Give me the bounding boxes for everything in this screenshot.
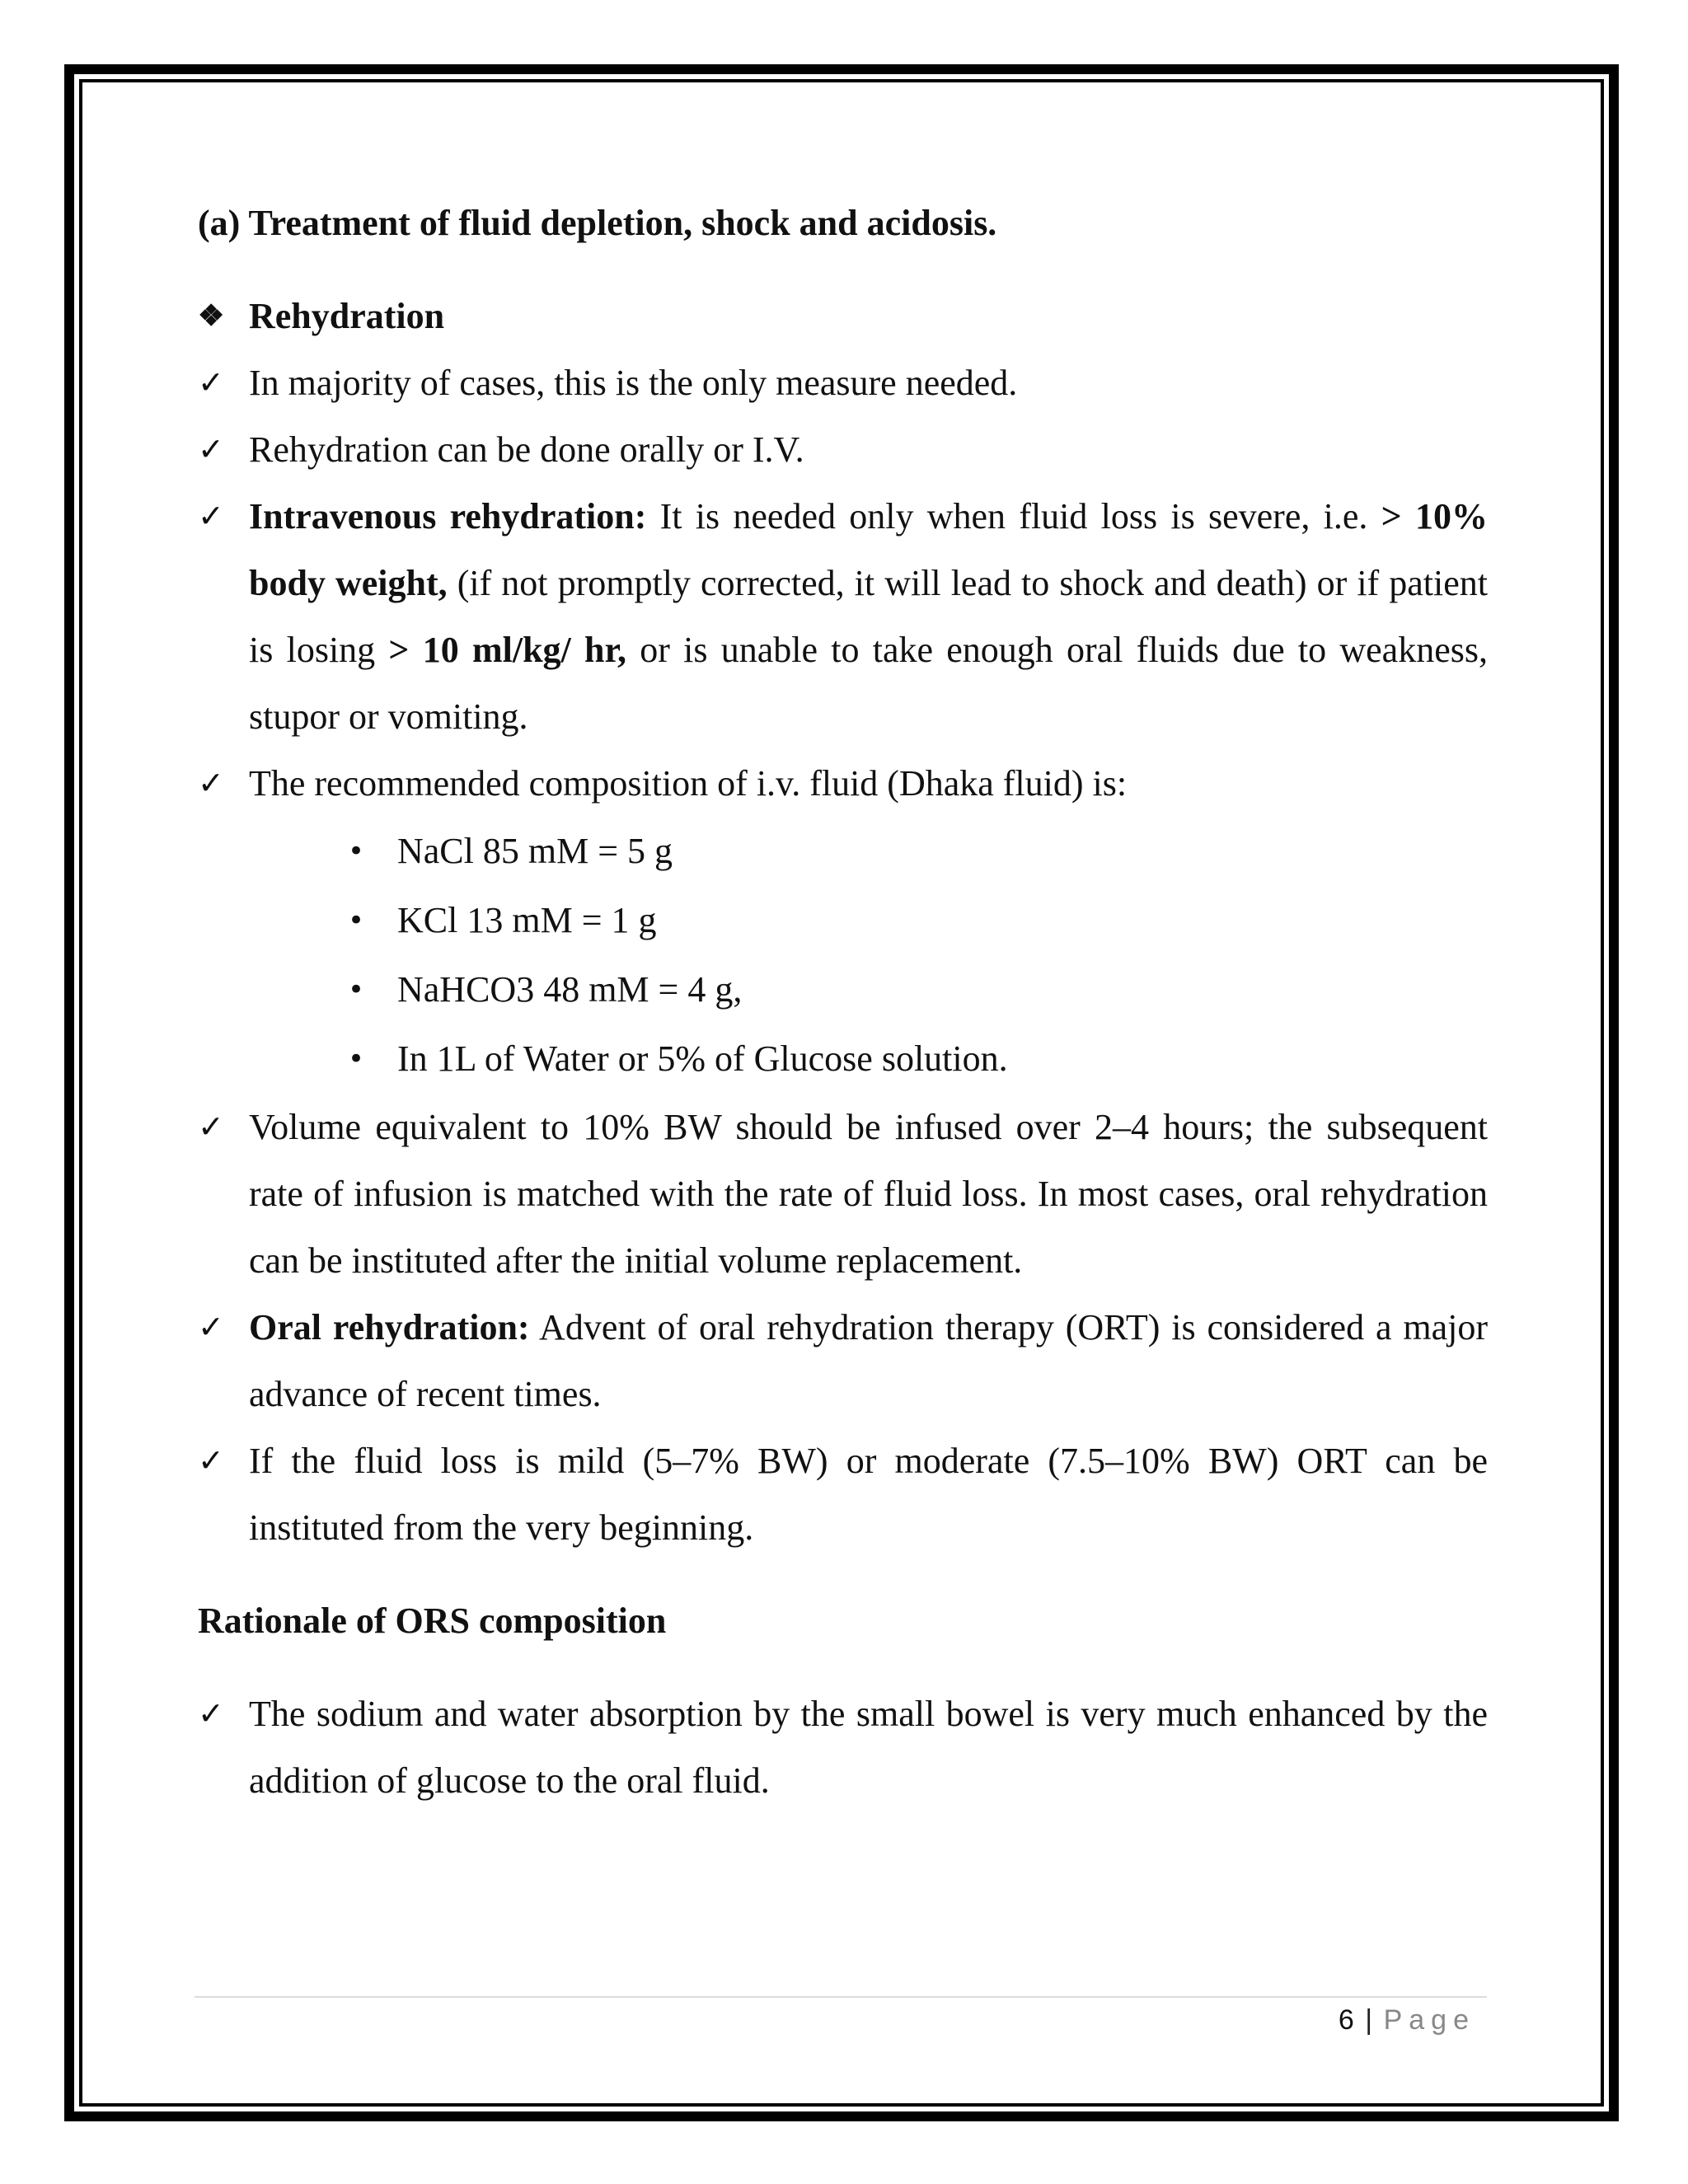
checkmark-icon: ✓ bbox=[198, 765, 224, 801]
list-item: ✓ Volume equivalent to 10% BW should be infused over 2–4 hours; the subsequent rate of infusion is matched with the rate of fluid loss. In most cases, oral rehydration can be instituted after the initial volume replacement. bbox=[198, 1094, 1488, 1294]
bullet-icon: • bbox=[348, 835, 365, 868]
bullet-icon: • bbox=[348, 973, 365, 1006]
document-body bbox=[198, 190, 1488, 1814]
bullet-icon: • bbox=[348, 904, 365, 937]
composition-item: • NaHCO3 48 mM = 4 g, bbox=[348, 955, 1488, 1024]
list-item: ✓ If the fluid loss is mild (5–7% BW) or moderate (7.5–10% BW) ORT can be instituted from the very beginning. bbox=[198, 1427, 1488, 1561]
list-item: ✓ The sodium and water absorption by the small bowel is very much enhanced by the addition of glucose to the oral fluid. bbox=[198, 1680, 1488, 1814]
composition-item: • KCl 13 mM = 1 g bbox=[348, 886, 1488, 955]
rationale-list bbox=[198, 1680, 1488, 1814]
oral-rehydration-lead: Oral rehydration: bbox=[249, 1307, 530, 1347]
page-footer bbox=[1339, 2004, 1475, 2036]
list-item: ✓ Rehydration can be done orally or I.V. bbox=[198, 416, 1488, 483]
checkmark-icon: ✓ bbox=[198, 364, 224, 401]
checkmark-icon: ✓ bbox=[198, 498, 224, 534]
section-heading: (a) Treatment of fluid depletion, shock and acidosis. bbox=[198, 203, 997, 243]
composition-item: • In 1L of Water or 5% of Glucose solution. bbox=[348, 1024, 1488, 1094]
diamond-bullet-icon: ❖ bbox=[198, 299, 225, 332]
page-number: 6 bbox=[1338, 2004, 1356, 2036]
bullet-icon: • bbox=[348, 1043, 365, 1076]
list-item: ✓ Intravenous rehydration: It is needed only when fluid loss is severe, i.e. > 10% body weight, (if not promptly corrected, it will lead to shock and death) or if patient is losing > 10 ml/kg/ hr, or is unable to take enough oral fluids due to weakness, stupor or vomiting. bbox=[198, 483, 1488, 750]
page-label: Page bbox=[1383, 2004, 1475, 2036]
composition-list bbox=[249, 817, 1488, 1094]
list-item: ✓ In majority of cases, this is the only measure needed. bbox=[198, 349, 1488, 416]
list-item: ✓ The recommended composition of i.v. fluid (Dhaka fluid) is: • NaCl 85 mM = 5 g • KCl 13 mM = 1 g • NaHCO3 48 mM = 4 g, • In 1L of Water or 5% of Glucose solution. bbox=[198, 750, 1488, 1094]
rehydration-title: Rehydration bbox=[249, 296, 445, 336]
rehydration-list bbox=[198, 349, 1488, 1561]
intravenous-lead: Intravenous rehydration: bbox=[249, 496, 647, 537]
checkmark-icon: ✓ bbox=[198, 1309, 224, 1345]
checkmark-icon: ✓ bbox=[198, 431, 224, 467]
list-item: ✓ Oral rehydration: Advent of oral rehydration therapy (ORT) is considered a major advance of recent times. bbox=[198, 1294, 1488, 1427]
footer-divider bbox=[195, 1996, 1487, 1998]
checkmark-icon: ✓ bbox=[198, 1695, 224, 1732]
rationale-heading: Rationale of ORS composition bbox=[198, 1601, 667, 1641]
checkmark-icon: ✓ bbox=[198, 1108, 224, 1145]
footer-separator: | bbox=[1365, 2004, 1375, 2036]
composition-item: • NaCl 85 mM = 5 g bbox=[348, 817, 1488, 886]
rehydration-heading bbox=[198, 283, 1488, 349]
checkmark-icon: ✓ bbox=[198, 1442, 224, 1479]
